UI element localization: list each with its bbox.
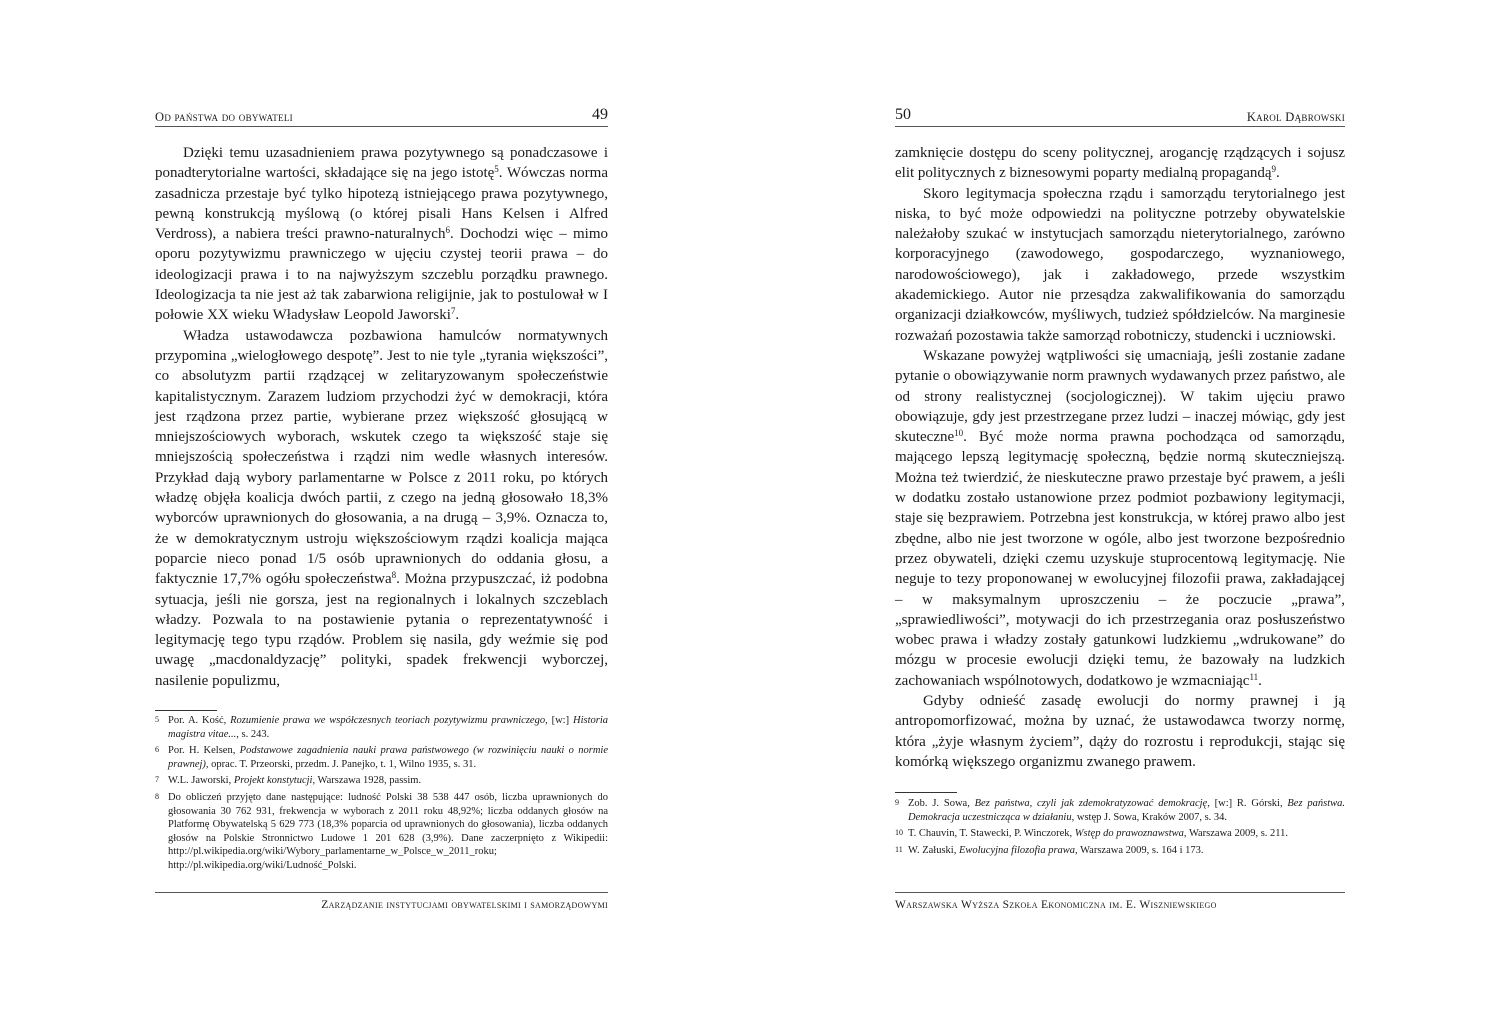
footnote-number: 8 <box>155 791 159 801</box>
text-run: , Warszawa 2009, s. 164 i 173. <box>1075 844 1204 856</box>
text-run: Por. H. Kelsen, <box>168 745 240 757</box>
text-run: , Warszawa 1928, passim. <box>312 775 422 787</box>
text-run: zamknięcie dostępu do sceny politycznej, arogancję rządzących i sojusz elit politycznych z biznesowymi poparty medialną propagandą <box>895 145 1345 182</box>
running-footer <box>895 892 1345 911</box>
text-run: , [w:] R. Górski, <box>1207 798 1288 809</box>
footnote <box>155 744 608 771</box>
footnote-rule <box>895 792 957 793</box>
text-run: , oprac. T. Przeorski, przedm. J. Panejko, t. 1, Wilno 1935, s. 31. <box>205 758 477 770</box>
text-run: Władza ustawodawcza pozbawiona hamulców normatywnych przypomina „wielogłowego despotę”. Jest to nie tyle „tyrania większości”, co absolutyzm partii rządzącej w zelitaryzowanym społeczeństwie kapitalistycznym. Zarazem ludziom przychodzi żyć w demokracji, która jest rządzona przez partie, wybierane przez większość głosującą w mniejszościowych wyborach, wskutek czego ta większość staje się mniejszością społeczeństwa i rządzi nim wedle własnych interesów. Przykład dają wybory parlamentarne w Polsce z 2011 roku, po których władzę objęła koalicja dwóch partii, z czego na jedną głosowało 18,3% wyborców uprawnionych do głosowania, a na drugą – 3,9%. Oznacza to, że w demokratycznym ustroju większościowym rządzi koalicja mająca poparcie nieco ponad 1/5 osób uprawnionych do oddania głosu, a faktycznie 17,7% ogółu społeczeństwa <box>155 327 608 588</box>
footnotes <box>155 714 608 876</box>
header-title: Karol Dąbrowski <box>1246 110 1345 124</box>
footnote-ref: 10 <box>954 428 964 439</box>
footnote <box>155 791 608 873</box>
footnote-ref: 5 <box>494 164 499 175</box>
right-page <box>895 0 1345 1020</box>
italic-title: Historia magistra vitae... <box>168 715 608 740</box>
footnote-number: 10 <box>895 828 903 838</box>
text-run: Zob. J. Sowa, <box>908 798 975 809</box>
text-run: . Być może norma prawna pochodząca od samorządu, mającego lepszą legitymację społeczną, będzie normą skuteczniejszą. Można też twierdzić, że nieskuteczne prawo przestaje być prawem, a jeśli w dodatku zostało ustanowione przez podmiot pozbawiony legitymacji, staje się bezprawiem. Potrzebna jest konstrukcja, w której prawo albo jest zbędne, albo nie jest tworzone w ogóle, albo jest tworzone bezpośrednio przez obywateli, dzięki czemu uzyskuje stuprocentową legitymację. Nie neguje to tezy proponowanej w ewolucyjnej filozofii prawa, zakładającej – w maksymalnym uproszczeniu – że poczucie „prawa”, „sprawiedliwości”, motywacji do ich przestrzegania oraz posłuszeństwo wobec prawa i władzy zostały gatunkowi ludzkiemu „wdrukowane” do mózgu w procesie ewolucji dzięki temu, że bazowały na ludzkich zachowaniach wspólnotowych, dodatkowo je wzmacniając <box>895 429 1345 689</box>
footnotes <box>895 797 1345 860</box>
text-run: , s. 243. <box>236 728 270 740</box>
footnote-rule <box>155 710 217 711</box>
text-run: Wskazane powyżej wątpliwości się umacniają, jeśli zostanie zadane pytanie o obowiązywanie norm prawnych wydawanych przez państwo, ale od strony realistycznej (socjologicznej). W takim ujęciu prawo obowiązuje, gdy jest przestrzegane przez ludzi – inaczej mówiąc, gdy jest skuteczne <box>895 347 1345 446</box>
footnote-number: 11 <box>895 844 903 854</box>
paragraph <box>895 691 1345 772</box>
footnote <box>895 827 1345 841</box>
footnote <box>895 797 1345 824</box>
running-header <box>155 106 608 127</box>
header-title: Od państwa do obywateli <box>155 110 293 124</box>
footnote-ref: 6 <box>445 225 450 236</box>
footnote <box>155 714 608 741</box>
text-run: Gdyby odnieść zasadę ewolucji do normy prawnej i ją antropomorfizować, można by uznać, że ustawodawca tworzy normę, która „żyje własnym życiem”, dąży do rozrostu i reprodukcji, stając się komórką większego organizmu zwanego prawem. <box>895 693 1345 770</box>
text-run: W.L. Jaworski, <box>168 775 234 787</box>
main-text <box>895 143 1345 772</box>
footnote-number: 6 <box>155 745 159 755</box>
text-run: Skoro legitymacja społeczna rządu i samorządu terytorialnego jest niska, to być może odpowiedzi na polityczne potrzeby obywatelskie należałoby szukać w instytucjach samorządu nieterytorialnego, zarówno korporacyjnego (zawodowego, gospodarczego, wyznaniowego, narodowościowego), jak i zakładowego, przede wszystkim akademickiego. Autor nie przesądza zakwalifikowania do samorządu organizacji działkowców, myśliwych, tudzież spółdzielców. Na marginesie rozważań pozostawia także samorząd robotniczy, studencki i uczniowski. <box>895 185 1345 344</box>
running-header <box>895 106 1345 127</box>
text-run: , Warszawa 2009, s. 211. <box>1183 828 1289 840</box>
footnote-ref: 7 <box>450 306 456 317</box>
text-run: . <box>1258 672 1262 689</box>
text-run: , [w:] <box>545 715 573 726</box>
footnote-ref: 11 <box>1249 671 1259 682</box>
text-run: . <box>455 307 460 324</box>
text-run: T. Chauvin, T. Stawecki, P. Winczorek, <box>908 828 1075 840</box>
italic-title: Rozumienie prawa we współczesnych teoriach pozytywizmu prawniczego <box>230 715 546 726</box>
main-text <box>155 143 608 691</box>
italic-title: Ewolucyjna filozofia prawa <box>958 844 1076 856</box>
text-run: Dzięki temu uzasadnieniem prawa pozytywnego są ponadczasowe i ponadterytorialne wartości, składające się na jego istotę <box>155 145 608 182</box>
text-run: W. Załuski, <box>908 844 959 856</box>
paragraph <box>155 143 608 326</box>
left-page <box>155 0 608 1020</box>
footer-title: Warszawska Wyższa Szkoła Ekonomiczna im. E. Wiszniewskiego <box>895 899 1217 911</box>
footnote-number: 9 <box>895 798 899 807</box>
text-run: . Można przypuszczać, iż podobna sytuacja, jeśli nie gorsza, jest na regionalnych i lokalnych szczeblach władzy. Pozwala to na postawienie pytania o reprezentatywność i legitymację tego typu rządów. Problem się nasila, gdy weźmie się pod uwagę „macdonaldyzację” polityki, spadek frekwencji wyborczej, nasilenie populizmu, <box>155 571 608 689</box>
text-run: . <box>1276 165 1280 182</box>
paragraph <box>895 143 1345 184</box>
text-run: Por. A. Kość, <box>168 715 231 726</box>
page-number: 50 <box>895 106 911 123</box>
text-run: . Wówczas norma zasadnicza przestaje być tylko hipotezą istniejącego prawa pozytywnego, pewną konstrukcją myślową (o której pisali Hans Kelsen i Alfred Verdross), a nabiera treści prawno-naturalnych <box>155 165 608 243</box>
paragraph <box>895 346 1345 691</box>
footer-title: Zarządzanie instytucjami obywatelskimi i samorządowymi <box>321 899 608 911</box>
italic-title: Wstęp do prawoznawstwa <box>1074 828 1184 840</box>
paragraph <box>155 326 608 691</box>
footnote <box>155 774 608 788</box>
text-run: Do obliczeń przyjęto dane następujące: ludność Polski 38 538 447 osób, liczba uprawnionych do głosowania 30 762 931, frekwencja w wyborach z 2011 roku 48,92%; liczba oddanych głosów na Platformę Obywatelską 5 629 773 (18,3% poparcia od uprawnionych do głosowania), liczba oddanych głosów na Polskie Stronnictwo Ludowe 1 201 628 (3,9%). Dane zaczerpnięto z Wikipedii: http://pl.wikipedia.org/wiki/Wybory_parlamentarne_w_Polsce_w_2011_roku; http://pl.wikipedia.org/wiki/Ludność_Polski. <box>168 791 608 871</box>
page-number: 49 <box>592 106 608 123</box>
footnote-number: 7 <box>155 775 159 785</box>
footnote <box>895 844 1345 858</box>
footnote-number: 5 <box>155 715 159 724</box>
italic-title: Projekt konstytucji <box>233 775 313 787</box>
text-run: , wstęp J. Sowa, Kraków 2007, s. 34. <box>1071 811 1228 823</box>
text-run: . Dochodzi więc – mimo oporu pozytywizmu prawniczego w ujęciu czystej teorii prawa – do ideologizacji prawa i to na najwyższym szczeblu porządku prawnego. Ideologizacja ta nie jest aż tak zabarwiona religijnie, jak to postulował w I połowie XX wieku Władysław Leopold Jaworski <box>155 226 608 324</box>
italic-title: Bez państwa, czyli jak zdemokratyzować demokrację <box>974 798 1208 809</box>
italic-title: Podstawowe zagadnienia nauki prawa państwowego (w rozwinięciu nauki o normie prawnej) <box>168 745 608 770</box>
running-footer <box>155 892 608 911</box>
footnote-ref: 8 <box>391 570 397 581</box>
italic-title: Bez państwa. Demokracja uczestnicząca w działaniu <box>908 798 1345 823</box>
footnote-ref: 9 <box>1271 164 1277 175</box>
paragraph <box>895 184 1345 346</box>
